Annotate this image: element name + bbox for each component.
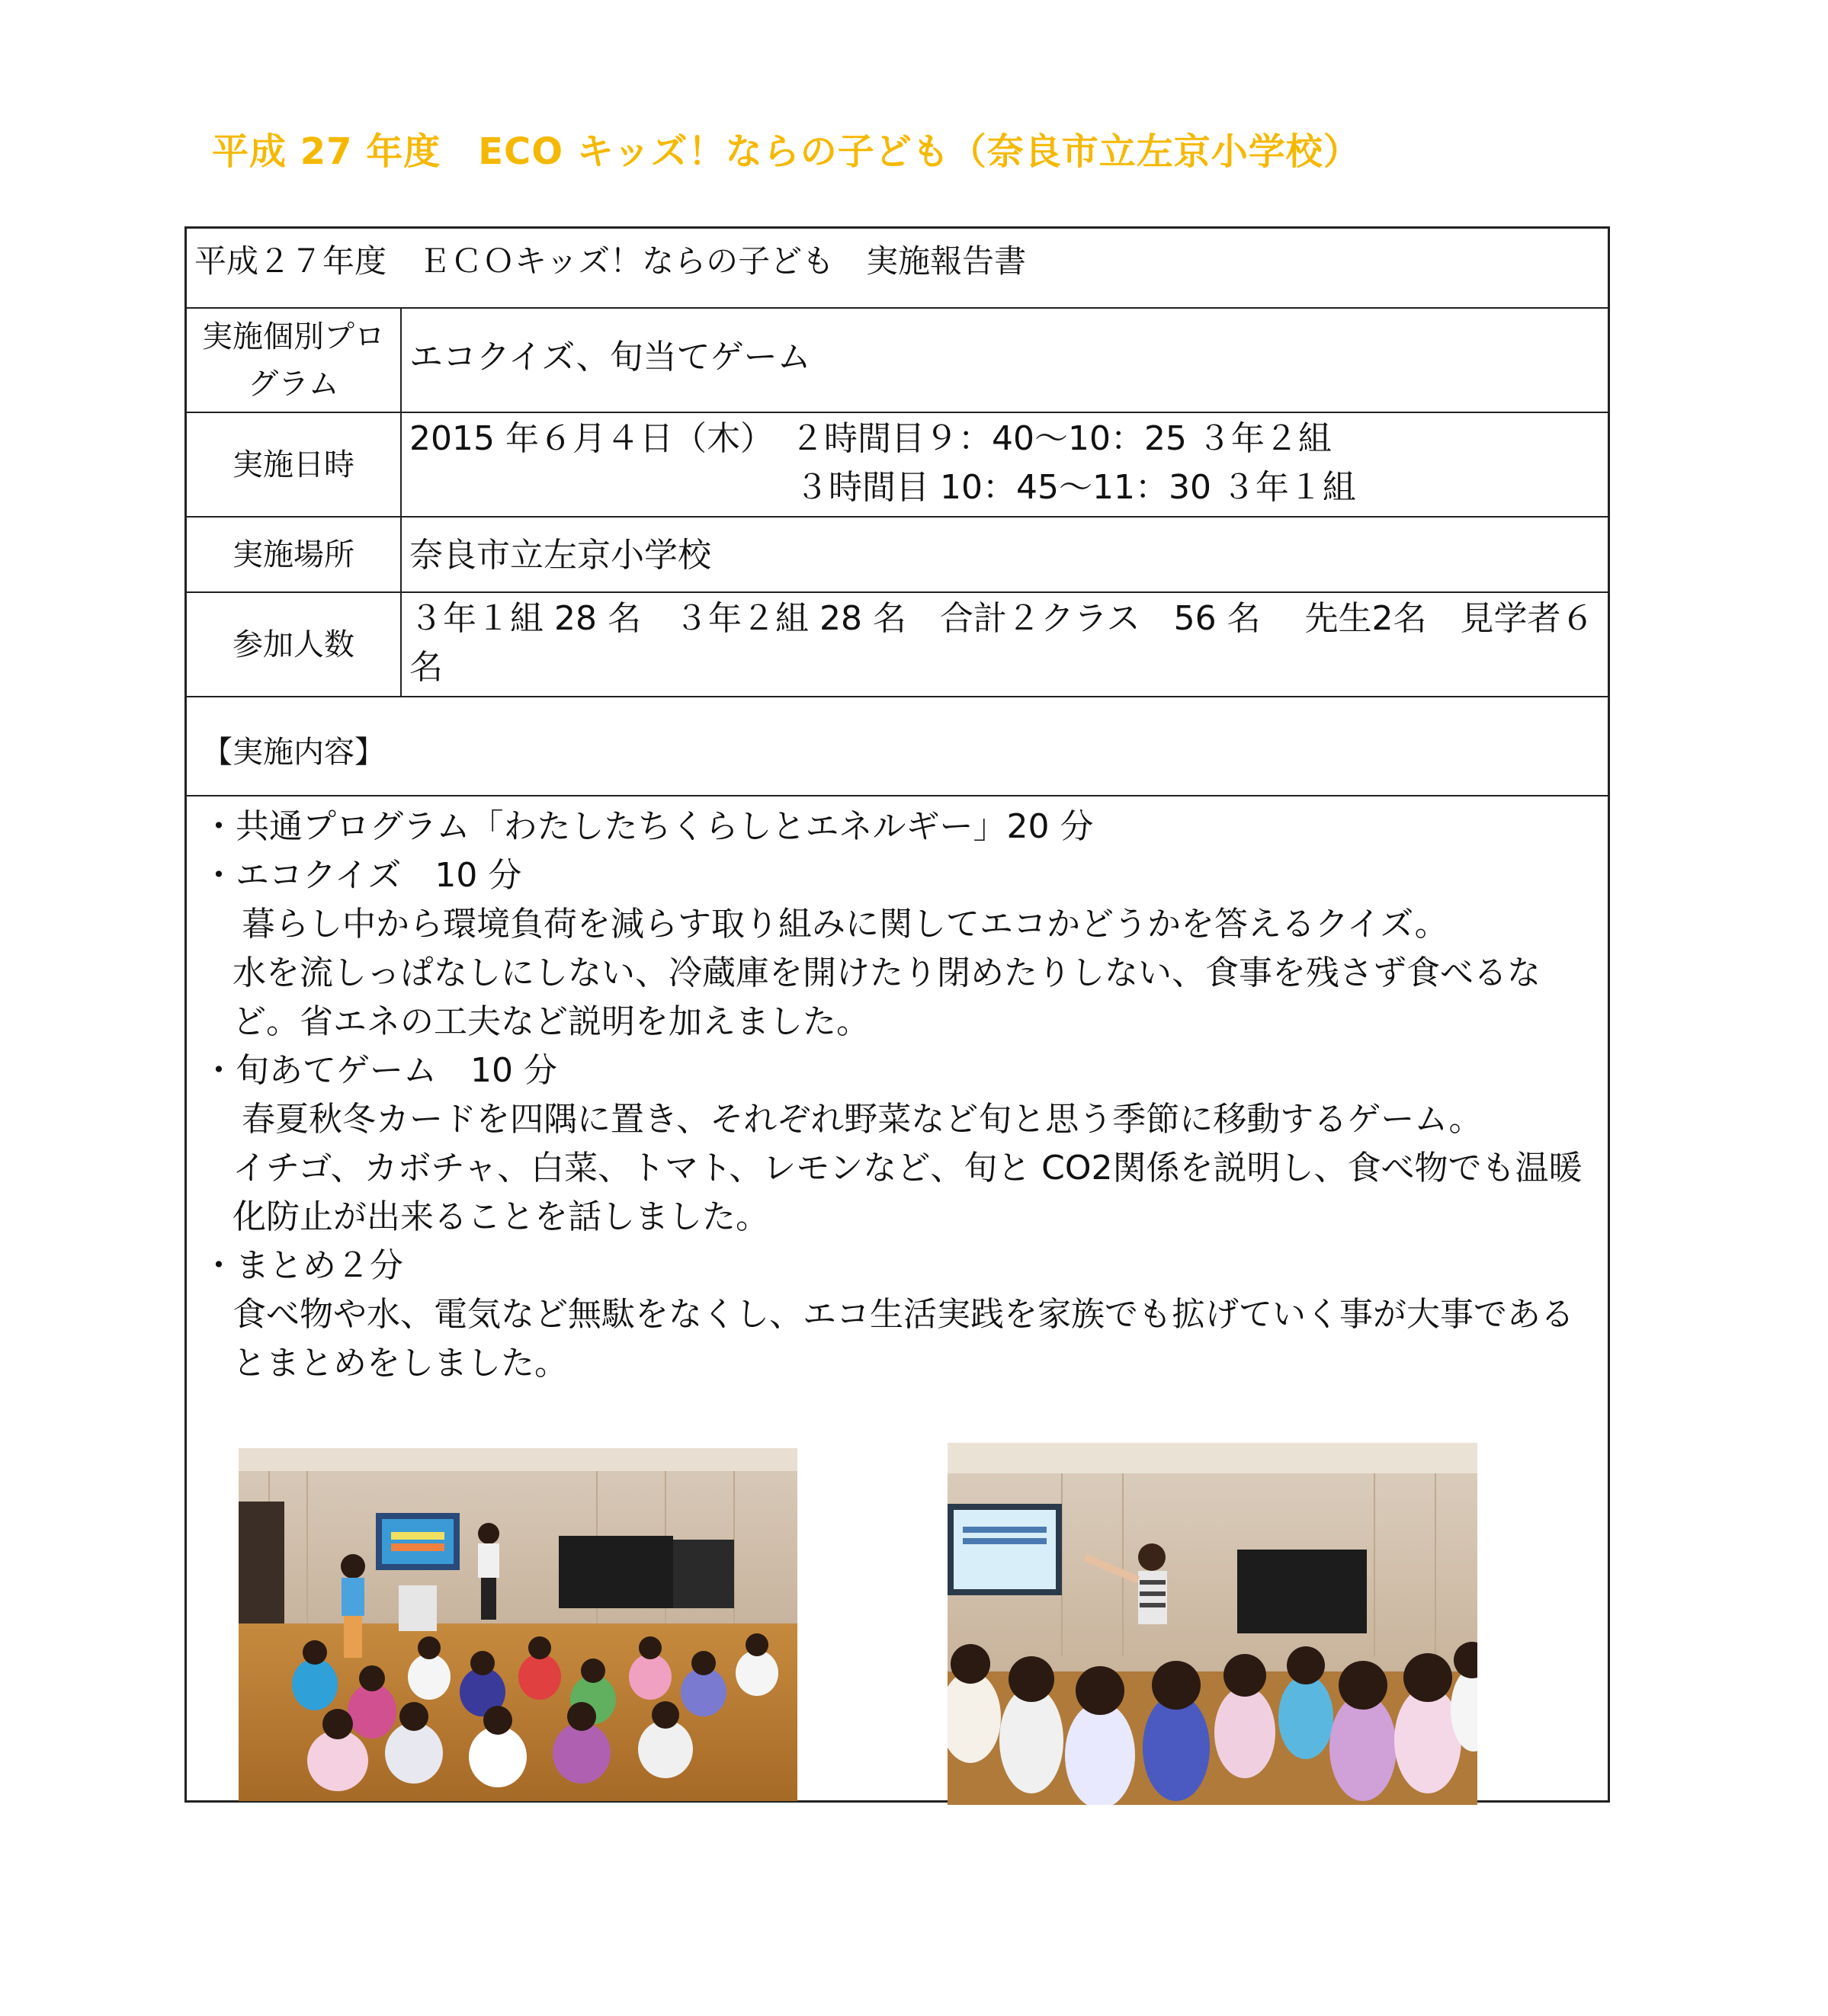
- row-place: [187, 518, 1608, 593]
- content-ecoquiz-desc1: 暮らし中から環境負荷を減らす取り組みに関してエコかどうかを答えるクイズ。: [242, 905, 1448, 944]
- photo-class-seated: [239, 1448, 797, 1801]
- photo-class-standing: [948, 1443, 1477, 1805]
- label-program: [187, 309, 402, 412]
- value-participants-text: ３年１組 28 名 ３年２組 28 名 合計２クラス 56 名 先生2名 見学者６名: [409, 599, 1595, 687]
- value-place-text: 奈良市立左京小学校: [409, 536, 711, 575]
- content-season-desc2: イチゴ、カボチャ、白菜、トマト、レモンなど、旬と CO2関係を説明し、食べ物でも温暖化防止が出来ることを話しました。: [233, 1149, 1583, 1236]
- label-program-text: 実施個別プログラム: [202, 319, 385, 402]
- content-item-season-game: ・旬あてゲーム 10 分: [202, 1051, 557, 1090]
- value-participants: [409, 593, 1600, 696]
- page-title: 平成 27 年度 ECO キッズ！ならの子ども（奈良市立左京小学校）: [212, 130, 1361, 173]
- row-program: [187, 309, 1608, 413]
- value-place: [409, 518, 1600, 591]
- row-participants: [187, 593, 1608, 697]
- section-label: 【実施内容】: [202, 735, 385, 770]
- content-body: [202, 803, 1592, 1388]
- report-table: [184, 226, 1610, 1803]
- label-datetime-text: 実施日時: [233, 447, 354, 482]
- content-item-common: ・共通プログラム「わたしたちくらしとエネルギー」20 分: [202, 807, 1094, 846]
- value-datetime-line1: 2015 年６月４日（木） ２時間目９：40〜10：25 ３年２組: [409, 419, 1332, 458]
- label-place-text: 実施場所: [233, 537, 354, 572]
- value-datetime-line2: ３時間目 10：45〜11：30 ３年１組: [795, 468, 1356, 507]
- label-participants: [187, 593, 402, 696]
- row-content: [187, 796, 1608, 1803]
- label-datetime: [187, 413, 402, 516]
- row-section-label: [187, 697, 1608, 796]
- value-datetime: [409, 413, 1600, 516]
- label-participants-text: 参加人数: [233, 627, 354, 662]
- value-program-text: エコクイズ、旬当てゲーム: [409, 338, 811, 377]
- content-ecoquiz-desc2: 水を流しっぱなしにしない、冷蔵庫を開けたり閉めたりしない、食事を残さず食べるなど。省エネの工夫など説明を加えました。: [233, 954, 1541, 1041]
- label-place: [187, 518, 402, 591]
- content-item-ecoquiz: ・エコクイズ 10 分: [202, 856, 522, 895]
- content-season-desc1: 春夏秋冬カードを四隅に置き、それぞれ野菜など旬と思う季節に移動するゲーム。: [242, 1100, 1483, 1139]
- value-program: [409, 309, 1600, 412]
- content-summary-desc: 食べ物や水、電気など無駄をなくし、エコ生活実践を家族でも拡げていく事が大事であるとまとめをしました。: [233, 1295, 1574, 1383]
- content-item-summary: ・まとめ２分: [202, 1246, 403, 1285]
- report-header: 平成２７年度 ＥＣＯキッズ！ならの子ども 実施報告書: [194, 242, 1027, 280]
- row-datetime: [187, 413, 1608, 518]
- report-header-row: [187, 229, 1608, 309]
